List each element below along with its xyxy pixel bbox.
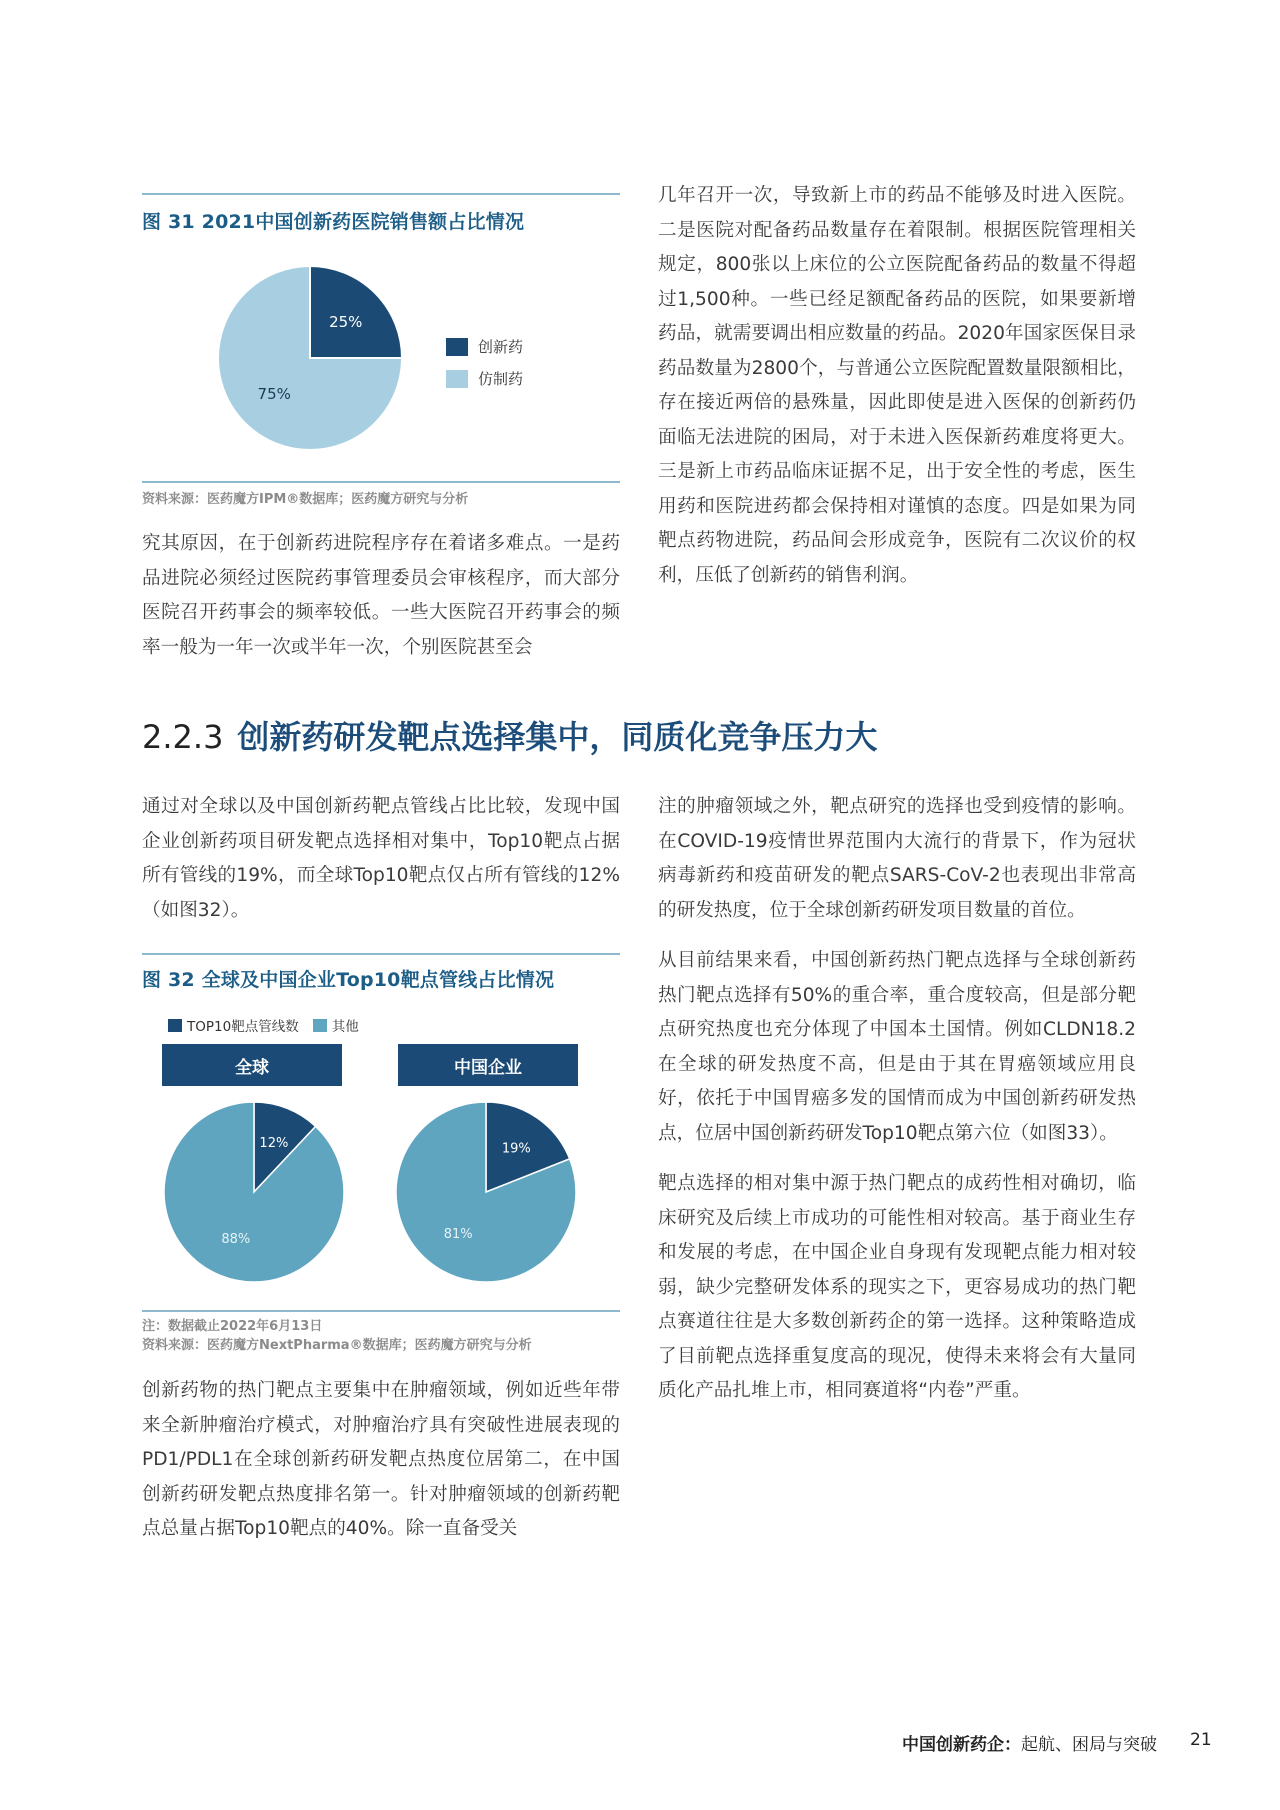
paragraph: 几年召开一次，导致新上市的药品不能够及时进入医院。二是医院对配备药品数量存在着限制。根据医院管理相关规定，800张以上床位的公立医院配备药品的数量不得超过1,500种。一些已经足额配备药品的医院，如果要新增药品，就需要调出相应数量的药品。2020年国家医保目录药品数量为2800个，与普通公立医院配置数量限额相比，存在接近两倍的悬殊量，因此即使是进入医保的创新药仍面临无法进院的困局，对于未进入医保新药难度将更大。三是新上市药品临床证据不足，出于安全性的考虑，医生用药和医院进药都会保持相对谨慎的态度。四是如果为同靶点药物进院，药品间会形成竞争，医院有二次议价的权利，压低了创新药的销售利润。 <box>658 185 1136 586</box>
legend-item-other <box>313 1015 359 1035</box>
legend-label-other: 其他 <box>331 1019 359 1035</box>
pie-label: 19% <box>501 1141 531 1157</box>
pie-label: 12% <box>259 1135 289 1151</box>
pie-label: 25% <box>329 313 363 332</box>
figure-32-pie-global <box>162 1100 346 1284</box>
left-paragraph-bottom <box>142 1374 620 1563</box>
figure-32-source: 资料来源：医药魔方NextPharma®数据库；医药魔方研究与分析 <box>142 1338 532 1353</box>
legend-label-innovative: 创新药 <box>478 338 524 356</box>
footer-title-bold: 中国创新药企： <box>902 1735 1021 1755</box>
figure-31-title: 图 31 2021中国创新药医院销售额占比情况 <box>142 211 525 233</box>
pie-label: 81% <box>443 1226 473 1242</box>
footer-title-rest: 起航、困局与突破 <box>1021 1735 1157 1755</box>
paragraph: 从目前结果来看，中国创新药热门靶点选择与全球创新药热门靶点选择有50%的重合率，重合度较高，但是部分靶点研究热度也充分体现了中国本土国情。例如CLDN18.2在全球的研发热度不高，但是由于其在胃癌领域应用良好，依托于中国胃癌多发的国情而成为中国创新药研发热点，位居中国创新药研发Top10靶点第六位（如图33）。 <box>658 950 1136 1144</box>
figure-31-legend <box>446 336 523 400</box>
page-number: 21 <box>1190 1730 1212 1750</box>
legend-swatch-other <box>313 1019 327 1032</box>
legend-item-top10 <box>168 1015 299 1035</box>
figure-31-bottom-rule <box>142 481 620 483</box>
left-paragraph-mid <box>142 790 620 944</box>
legend-item-innovative <box>446 336 523 357</box>
pie-slice-other <box>164 1102 344 1282</box>
paragraph: 究其原因，在于创新药进院程序存在着诸多难点。一是药品进院必须经过医院药事管理委员会审核程序，而大部分医院召开药事会的频率较低。一些大医院召开药事会的频率一般为一年一次或半年一次，个别医院甚至会 <box>142 533 620 658</box>
paragraph: 注的肿瘤领域之外，靶点研究的选择也受到疫情的影响。在COVID-19疫情世界范围内大流行的背景下，作为冠状病毒新药和疫苗研发的靶点SARS-CoV-2也表现出非常高的研发热度，位于全球创新药研发项目数量的首位。 <box>658 796 1136 921</box>
legend-swatch-innovative <box>446 338 468 356</box>
paragraph: 靶点选择的相对集中源于热门靶点的成药性相对确切，临床研究及后续上市成功的可能性相对较高。基于商业生存和发展的考虑，在中国企业自身现有发现靶点能力相对较弱，缺少完整研发体系的现实之下，更容易成功的热门靶点赛道往往是大多数创新药企的第一选择。这种策略造成了目前靶点选择重复度高的现况，使得未来将会有大量同质化产品扎堆上市，相同赛道将“内卷”严重。 <box>658 1173 1136 1401</box>
figure-32-legend <box>168 1015 359 1035</box>
left-paragraph-top <box>142 527 620 681</box>
figure-32-title: 图 32 全球及中国企业Top10靶点管线占比情况 <box>142 969 555 991</box>
pie-slice-top10 <box>310 266 402 358</box>
figure-32-bottom-rule <box>142 1310 620 1312</box>
figure-32-pie-china <box>394 1100 578 1284</box>
pie-label: 75% <box>257 384 291 403</box>
section-title: 创新药研发靶点选择集中，同质化竞争压力大 <box>237 718 878 756</box>
legend-swatch-generic <box>446 370 468 388</box>
pie-label: 88% <box>221 1232 251 1248</box>
figure-31-top-rule <box>142 193 620 195</box>
paragraph: 通过对全球以及中国创新药靶点管线占比比较，发现中国企业创新药项目研发靶点选择相对集中，Top10靶点占据所有管线的19%，而全球Top10靶点仅占所有管线的12%（如图32）。 <box>142 796 620 921</box>
figure-32-note: 注：数据截止2022年6月13日 <box>142 1319 323 1334</box>
legend-swatch-top10 <box>168 1019 182 1032</box>
footer-title <box>902 1730 1157 1755</box>
paragraph: 创新药物的热门靶点主要集中在肿瘤领域，例如近些年带来全新肿瘤治疗模式，对肿瘤治疗具有突破性进展表现的PD1/PDL1在全球创新药研发靶点热度位居第二，在中国创新药研发靶点热度排名第一。针对肿瘤领域的创新药靶点总量占据Top10靶点的40%。除一直备受关 <box>142 1380 620 1539</box>
section-heading <box>142 712 877 758</box>
figure-31-pie-chart <box>210 258 410 458</box>
panel-title-china: 中国企业 <box>398 1044 578 1086</box>
legend-label-top10: TOP10靶点管线数 <box>187 1019 299 1035</box>
legend-label-generic: 仿制药 <box>478 370 524 388</box>
panel-title-global: 全球 <box>162 1044 342 1086</box>
right-paragraph-top <box>658 179 1136 609</box>
figure-31-source: 资料来源：医药魔方IPM®数据库；医药魔方研究与分析 <box>142 492 469 507</box>
right-column-text <box>658 790 1136 1425</box>
section-number: 2.2.3 <box>142 718 224 756</box>
legend-item-generic <box>446 368 523 389</box>
figure-32-top-rule <box>142 953 620 955</box>
